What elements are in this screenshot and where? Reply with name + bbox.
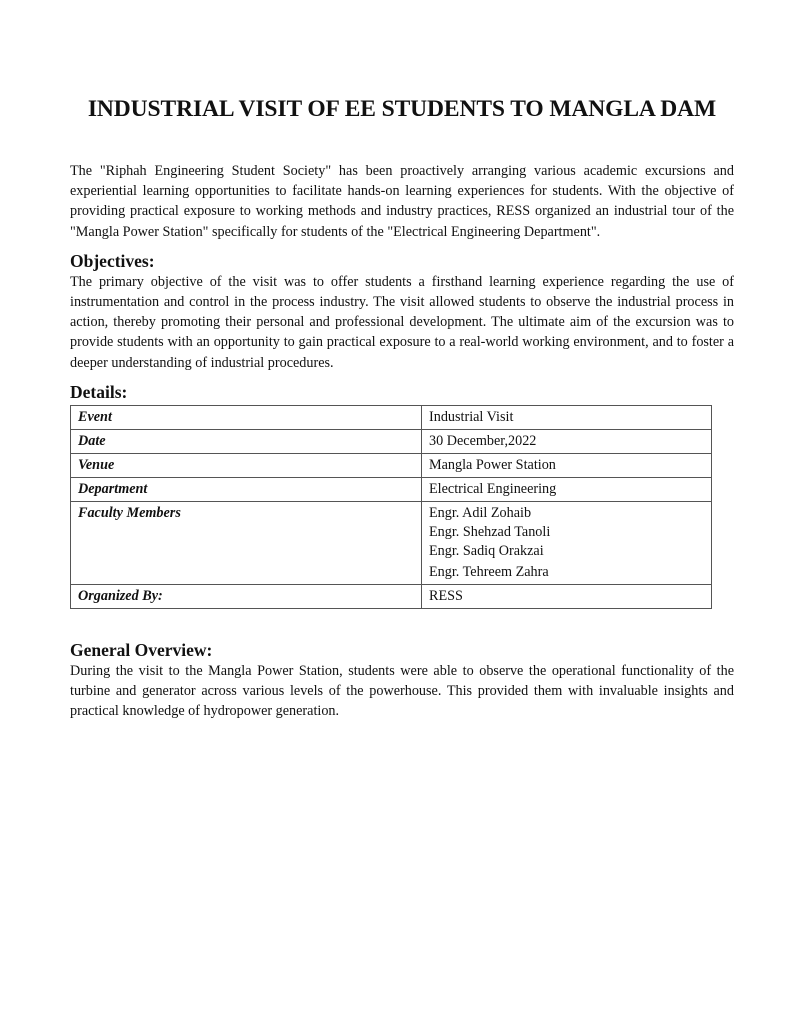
event-value: Industrial Visit (422, 405, 712, 429)
faculty-member: Engr. Shehzad Tanoli (429, 523, 551, 540)
table-row (71, 584, 712, 608)
date-value: 30 December,2022 (422, 429, 712, 453)
table-row (71, 501, 712, 584)
faculty-members-value (422, 501, 712, 584)
department-label: Department (71, 477, 422, 501)
organized-by-label: Organized By: (71, 584, 422, 608)
overview-paragraph: During the visit to the Mangla Power Station, students were able to observe the operational functionality of the turbine and generator across various levels of the powerhouse. This provided them with invaluable insights and practical knowledge of hydropower generation. (70, 662, 734, 720)
intro-paragraph: The "Riphah Engineering Student Society" has been proactively arranging various academic excursions and experiential learning opportunities to facilitate hands-on learning experiences for students. With the objective of providing practical exposure to working methods and industry practices, RESS organized an industrial tour of the "Mangla Power Station" specifically for students of the "Electrical Engineering Department". (70, 163, 734, 240)
page-title: INDUSTRIAL VISIT OF EE STUDENTS TO MANGLA DAM (87, 96, 717, 122)
table-row (71, 405, 712, 429)
organized-by-value: RESS (422, 584, 712, 608)
faculty-member: Engr. Tehreem Zahra (429, 563, 549, 580)
document-page (70, 0, 734, 721)
objectives-paragraph: The primary objective of the visit was to offer students a firsthand learning experience regarding the use of instrumentation and control in the process industry. The visit allowed students to observe the industrial process in action, thereby promoting their personal and professional development. The ultimate aim of the excursion was to provide students with an opportunity to gain practical exposure to a real-world working environment, and to foster a deeper understanding of industrial procedures. (70, 273, 734, 371)
faculty-member: Engr. Adil Zohaib (429, 504, 532, 521)
table-row (71, 477, 712, 501)
details-table (70, 405, 712, 609)
table-row (71, 453, 712, 477)
event-label: Event (71, 405, 422, 429)
venue-label: Venue (71, 453, 422, 477)
department-value: Electrical Engineering (422, 477, 712, 501)
overview-heading: General Overview: (70, 639, 213, 660)
date-label: Date (71, 429, 422, 453)
faculty-member: Engr. Sadiq Orakzai (429, 542, 544, 559)
venue-value: Mangla Power Station (422, 453, 712, 477)
details-heading: Details: (70, 381, 128, 402)
faculty-members-label: Faculty Members (71, 501, 422, 584)
table-row (71, 429, 712, 453)
objectives-heading: Objectives: (70, 250, 155, 271)
